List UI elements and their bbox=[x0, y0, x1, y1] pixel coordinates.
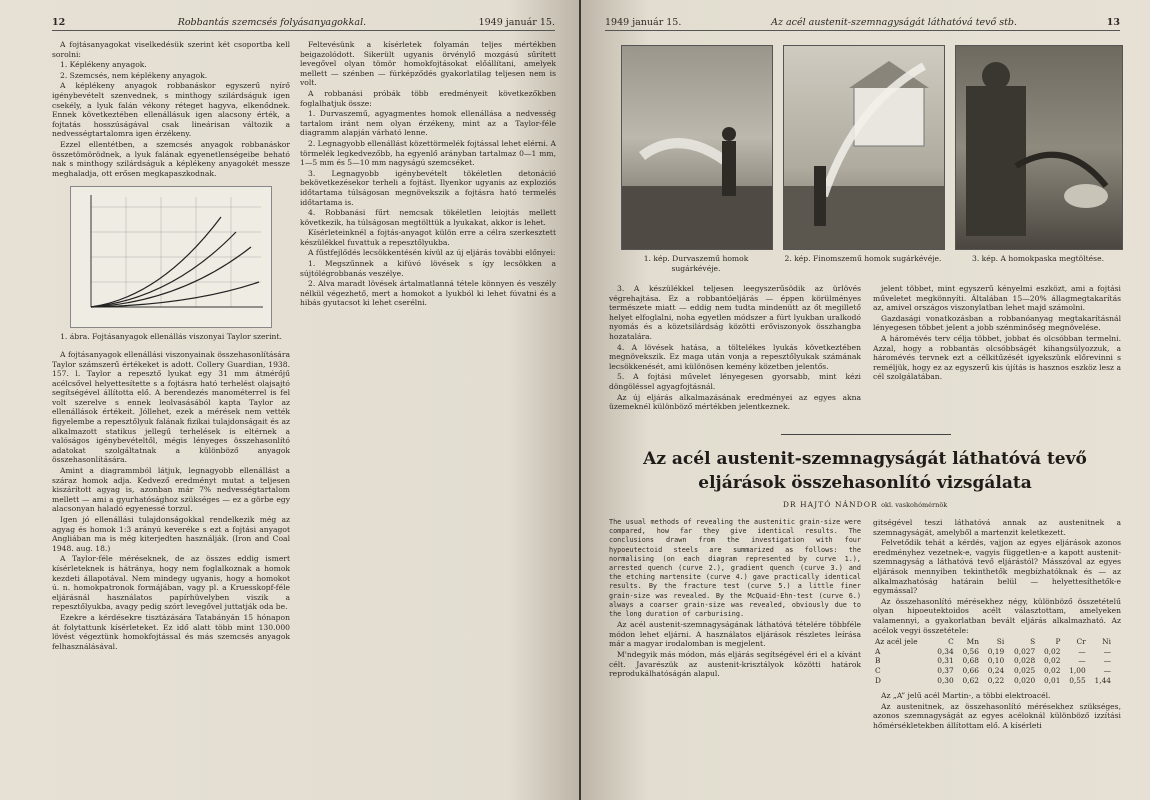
paragraph: Az „A” jelű acél Martin-, a többi elektroacél. bbox=[881, 691, 1051, 701]
table-cell: A bbox=[875, 646, 881, 656]
taylor-diagram bbox=[70, 186, 272, 328]
paragraph: M'ndegyik más módon, más eljárás segítségével éri el a kívánt célt. Javarészük az austenit-krisztályok közötti határok reprodukálhatóságán alapul. bbox=[609, 650, 861, 679]
table-cell: 0,62 bbox=[962, 675, 979, 685]
table-cell: 1,44 bbox=[1094, 675, 1111, 685]
table-cell: — bbox=[1103, 646, 1111, 656]
table-header: S bbox=[1030, 637, 1036, 647]
figure-caption: 1. ábra. Fojtásanyagok ellenállás viszonyai Taylor szerint. bbox=[60, 332, 282, 342]
table-cell: 0,01 bbox=[1043, 675, 1061, 685]
byline bbox=[609, 500, 1121, 509]
photo-fine-sand-jet bbox=[783, 45, 945, 250]
table-cell: C bbox=[875, 665, 881, 675]
list-item: 1. Képlékeny anyagok. bbox=[60, 60, 147, 70]
table-cell: 0,31 bbox=[937, 656, 954, 666]
page-number: 13 bbox=[1106, 17, 1120, 28]
page-number: 12 bbox=[52, 17, 66, 28]
paragraph: Ezzel ellentétben, a szemcsés anyagok robbanáskor összetömörödnek, a lyuk falának egyenetlenségeibe beható nak s minthogy szilárdságuk a képlékeny anyagokét messze meghaladja, ott erősen megkapaszkodnak. bbox=[52, 139, 290, 178]
list-item: 2. Szemcsés, nem képlékeny anyagok. bbox=[60, 70, 208, 80]
table-cell: 0,34 bbox=[937, 646, 954, 656]
paragraph: 3. A készülékkel teljesen leegyszerűsödik az ürlövés végrehajtása. Ez a robbantóeljárás — éppen körülményes természete miatt — eddig nem tudta mindenütt az őt megillető helyet elfoglalni, noha egyetlen módszer a fúrt lyukban uralkodó nyomás és a közetsilárdság közötti erőviszonyok összhangba hozatalára. bbox=[609, 284, 861, 341]
table-cell: 0,66 bbox=[962, 665, 979, 675]
paragraph: Amint a diagrammból látjuk, legnagyobb ellenállást a száraz homok adja. Kedvező eredményt mutat a teljesen kiszárított agyag is, azonban már 7% nedvességtartalom mellett — ami a gyurhatósághoz szükséges — ez a görbe egy alacsonyan haladó egyenessé torzul. bbox=[52, 466, 290, 514]
paragraph: A háromévés terv célja többet, jobbat és olcsóbban termelni. Azzal, hogy a robbantás olcsóbbságét kihangsúlyozzuk, a háromévés tervnek ezt a célkitűzését igyekszünk előrevinni s reméljük, hogy ez az egyszerű kis újítás is hasznos eszköz lesz a cél szolgálatában. bbox=[873, 333, 1121, 382]
table-row bbox=[873, 676, 1113, 686]
table-cell: 0,37 bbox=[937, 665, 954, 675]
right-page-header bbox=[605, 14, 1120, 31]
table-cell: 0,55 bbox=[1069, 675, 1086, 685]
table-cell: 0,19 bbox=[987, 646, 1005, 656]
photo-graphic bbox=[622, 46, 772, 249]
right-column-2 bbox=[873, 284, 1121, 383]
table-cell: 0,30 bbox=[937, 675, 954, 685]
table-cell: 0,56 bbox=[962, 646, 979, 656]
table-cell: 0,22 bbox=[987, 675, 1005, 685]
table-header: Cr bbox=[1076, 637, 1086, 647]
table-header: P bbox=[1055, 637, 1061, 647]
table-cell: 0,02 bbox=[1043, 656, 1061, 666]
paragraph: Felvetődik tehát a kérdés, vajjon az egyes eljárások azonos eredményhez vezetnek-e, vagyis független-e a kapott austenit-szemnagyság a láthatóvá tevő eljárástól? Másszóval az egyes eljárások mennyiben tekinthetők megbízhatóknak és — az alkalmazhatóság határain belül — helyettesíthetők-e egymással? bbox=[873, 538, 1121, 596]
table-header: Az acél jele bbox=[875, 637, 918, 647]
paragraph: gitségével teszi láthatóvá annak az austenitnek a szemnagyságát, amelyből a martenzit keletkezett. bbox=[873, 518, 1121, 537]
diagram-graphic bbox=[71, 187, 271, 327]
paragraph: Igen jó ellenállási tulajdonságokkal rendelkezik még az agyag és homok 1:3 arányú keveréke s ezt a fojtási anyagot Angliában ma is még kiterjedten használják. (Iron and Coal 1948. aug. 18.) bbox=[52, 515, 290, 553]
table-header: Ni bbox=[1102, 637, 1111, 647]
paragraph: 2. Alva maradt lövések ártalmatlanná tétele könnyen és veszély nélkül végezhető, mert a homokot a lyukból ki lehet fúvatni és a hibás gyutacsot ki lehet cserélni. bbox=[300, 279, 556, 308]
issue-date: 1949 január 15. bbox=[478, 17, 555, 28]
right-page bbox=[581, 0, 1150, 800]
table-cell: 0,027 bbox=[1014, 646, 1036, 656]
abstract: The usual methods of revealing the austenitic grain-size were compared, how far they give identical results. The conclusions drawn from the investigation with four hypoeutectoid steels are summarized as follows: the normalising (on each diagram represented by curve 1.), arrested quench (curve 2.), gradient quench (curve 3.) and the etching martensite (curve 4.) gave practically identical results. By the fracture test (curve 5.) a little finer grain-size was revealed. By the McQuaid-Ehn-test (curve 6.) always a coarser grain-size was revealed, obviously due to the long duration of carburising. bbox=[609, 518, 861, 619]
photo-sand-cartridge bbox=[955, 45, 1123, 250]
author-name: DR HAJTÓ NÁNDOR bbox=[782, 500, 878, 509]
left-column-1 bbox=[52, 40, 290, 652]
paragraph: A képlékeny anyagok robbanáskor egyszerű nyírő igénybevételt szenvednek, s minthogy szilárdságuk igen csekély, a lyuk falán vékony réteget hagyva, elkenődnek. Ennek következtében ellenállásuk igen alacsony érték, a fojtatás hosszúságával csak lineárisan változik a nedvességtartalomra igen érzékeny. bbox=[52, 81, 290, 139]
paragraph: Az összehasonlító mérésekhez négy, különböző összetételű olyan hipoeutektoidos acélt választottam, amelyeken valamennyi, a gyakorlatban bevált eljárás alkalmazható. Az acélok vegyi összetétele: bbox=[873, 596, 1121, 635]
table-cell: — bbox=[1078, 656, 1086, 666]
left-column-2 bbox=[300, 40, 556, 309]
right-column-1 bbox=[609, 284, 861, 413]
table-cell: 0,68 bbox=[962, 656, 979, 666]
running-title: Az acél austenit-szemnagyságát láthatóvá tevő stb. bbox=[771, 17, 1018, 28]
section-divider bbox=[781, 434, 951, 435]
paragraph: A fojtásanyagokat viselkedésük szerint két csoportba kell sorolni: bbox=[52, 40, 290, 59]
running-title: Robbantás szemcsés folyásanyagokkal. bbox=[177, 17, 367, 28]
paragraph: 2. Legnagyobb ellenállást közettörmelék fojtással lehet elérni. A törmelék legkedvezőbb, ha egyenlő arányban tartalmaz 0—1 mm, 1—5 mm és 5—10 mm nagyságú szemcséket. bbox=[300, 138, 556, 168]
table-header: Mn bbox=[966, 637, 979, 647]
paragraph: 5. A fojtási művelet lényegesen gyorsabb, mint kézi döngöléssel agyagfojtásnál. bbox=[609, 372, 861, 391]
paragraph: 1. Megszűnnek a kifúvó lövések s így lecsökken a sújtólégrobbanás veszélye. bbox=[300, 259, 556, 278]
table-cell: 0,025 bbox=[1014, 665, 1036, 675]
paragraph: 1. Durvaszemű, agyagmentes homok ellenállása a nedvesség tartalom iránt nem olyan érzékeny, mint az a Taylor-féle diagramm alapján várható lenne. bbox=[300, 109, 556, 138]
article-title: Az acél austenit-szemnagyságát láthatóvá tevő eljárások összehasonlító vizsgálata bbox=[643, 449, 1087, 493]
paragraph: A Taylor-féle méréseknek, de az összes eddig ismert kísérleteknek is hátránya, hogy nem foglalkoznak a homok kezdeti állapotával. Nem mindegy ugyanis, hogy a homokot ú. n. homokpatronok formájában, vagy pl. a Kruesskopf-féle eljárásnál használatos papírhüvelyben viszik a repesztőlyukba, avagy pedig szórt levegővel juttatják oda be. bbox=[52, 554, 290, 612]
table-cell: 0,02 bbox=[1043, 646, 1061, 656]
paragraph: jelent többet, mint egyszerű kényelmi eszközt, ami a fojtási műveletet megkönnyíti. Általában 15—20% állagmegtakarítás az, amivel országos viszonylatban lehet majd számolni. bbox=[873, 284, 1121, 313]
photo-caption: 3. kép. A homokpaska megtöltése. bbox=[972, 254, 1104, 263]
issue-date: 1949 január 15. bbox=[605, 17, 682, 28]
table-cell: 0,02 bbox=[1043, 665, 1061, 675]
paragraph: Az új eljárás alkalmazásának eredményei az egyes akna üzemeknél különböző mértékben jelentkeznek. bbox=[609, 392, 861, 412]
paragraph: Az acél austenit-szemnagyságának láthatóvá tételére többféle módon lehet eljárni. A használatos eljárások részletes leírása már a magyar irodalomban is megjelent. bbox=[609, 620, 861, 649]
paragraph: 3. Legnagyobb igénybevételt tökéletlen detonáció bekövetkezésekor terheli a fojtást. Ilyenkor ugyanis az exploziós időtartama túlságosan megnövekszik a fojtásra ható termelés időtartama is. bbox=[300, 168, 556, 207]
table-row bbox=[873, 656, 1113, 666]
table-header-row bbox=[873, 637, 1113, 647]
author-title: okl. vaskohómérnök bbox=[881, 501, 948, 509]
table-cell: 0,028 bbox=[1014, 656, 1036, 666]
paragraph: Az austenitnek, az összehasonlító mérésekhez szükséges, azonos szemnagyságát az egyes acéloknál különböző izzítási hőmérsékletekben állítottam elő. A kísérleti bbox=[873, 701, 1121, 730]
table-row bbox=[873, 647, 1113, 657]
table-cell: — bbox=[1078, 646, 1086, 656]
photo-graphic bbox=[784, 46, 944, 249]
photo-coarse-sand-jet bbox=[621, 45, 773, 250]
left-page-header bbox=[52, 14, 555, 31]
photo-caption: 1. kép. Durvaszemű homok sugárkévéje. bbox=[643, 254, 749, 273]
paragraph: Gazdasági vonatkozásban a robbanóanyag megtakarításnál lényegesen többet jelent a jobb szénminőség megnövelése. bbox=[873, 313, 1121, 333]
paragraph: Ezekre a kérdésekre tisztázására Tatabányán 15 hónapon át folytattunk kísérleteket. Ez idő alatt több mint 130.000 lövést végeztünk homokfojtással és más szemcsés anyagok felhasználásával. bbox=[52, 612, 290, 651]
article-column-2 bbox=[873, 518, 1121, 731]
table-header: Si bbox=[996, 637, 1005, 647]
composition-table bbox=[873, 637, 1113, 685]
paragraph: 4. Robbanási fűrt nemcsak tökéletlen leiojtás mellett következik, ha túlságosan megtölttük a lyukakat, akkor is lehet. bbox=[300, 208, 556, 227]
table-cell: B bbox=[875, 656, 881, 666]
table-cell: D bbox=[875, 675, 881, 685]
paragraph: A fojtásanyagok ellenállási viszonyainak összehasonlítására Taylor számszerű értékeket is adott. Collery Guardian, 1938. 157. l. Taylor a repesztő lyukat egy 31 mm átmérőjű acélcsővel helyettesítette s a fojtásra ható terhelést olajsajtó segítségével állította elő. A berendezés manométerrel is fel volt szerelve s ennek leolvasásából kapta Taylor az ellenállások értékeit. Jóllehet, ezek a mérések nem vették figyelembe a repesztőlyuk falának fizikai tulajdonságait és az alkalmazott statikus jellegű terhelések is eltérnek a valóságos igénybevételtől, mégis lényeges összehasonlító adatokat szolgáltatnak a különböző anyagok összehasonlítására. bbox=[52, 349, 290, 465]
table-cell: — bbox=[1103, 665, 1111, 675]
table-cell: 1,00 bbox=[1069, 665, 1086, 675]
table-cell: 0,24 bbox=[987, 665, 1005, 675]
table-header: C bbox=[948, 637, 954, 647]
table-cell: 0,020 bbox=[1014, 675, 1036, 685]
paragraph: Feltevésünk a kísérletek folyamán teljes mértékben beigazolódott. Sikerült ugyanis örvénylő mozgású sűrített levegővel olyan tömör homokfojtásokat előállítani, amelyek mellett — szénben — fúrképződés gyakorlatilag teljesen nem is volt. bbox=[300, 40, 556, 88]
table-row bbox=[873, 666, 1113, 676]
paragraph: A fűstfejlődés lecsökkentésén kívül az új eljárás további előnyei: bbox=[308, 248, 556, 258]
paragraph: Kísérleteinknél a fojtás-anyagot külön erre a célra szerkesztett készülékkel fuvattuk a repesztőlyukba. bbox=[300, 228, 556, 247]
table-cell: 0,10 bbox=[987, 656, 1005, 666]
paragraph: 4. A lövések hatása, a töltelékes lyukás következtében megnövekszik. Ez maga után vonja a repesztőlyukak számának lecsökkenését, ami különösen kemény közetben jelentős. bbox=[609, 342, 861, 371]
article-column-1 bbox=[609, 518, 861, 680]
photo-caption: 2. kép. Finomszemű homok sugárkévéje. bbox=[784, 254, 942, 263]
paragraph: A robbanási próbák több eredményeit következőkben foglalhatjuk össze: bbox=[300, 88, 556, 108]
table-cell: — bbox=[1103, 656, 1111, 666]
photo-graphic bbox=[956, 46, 1122, 249]
